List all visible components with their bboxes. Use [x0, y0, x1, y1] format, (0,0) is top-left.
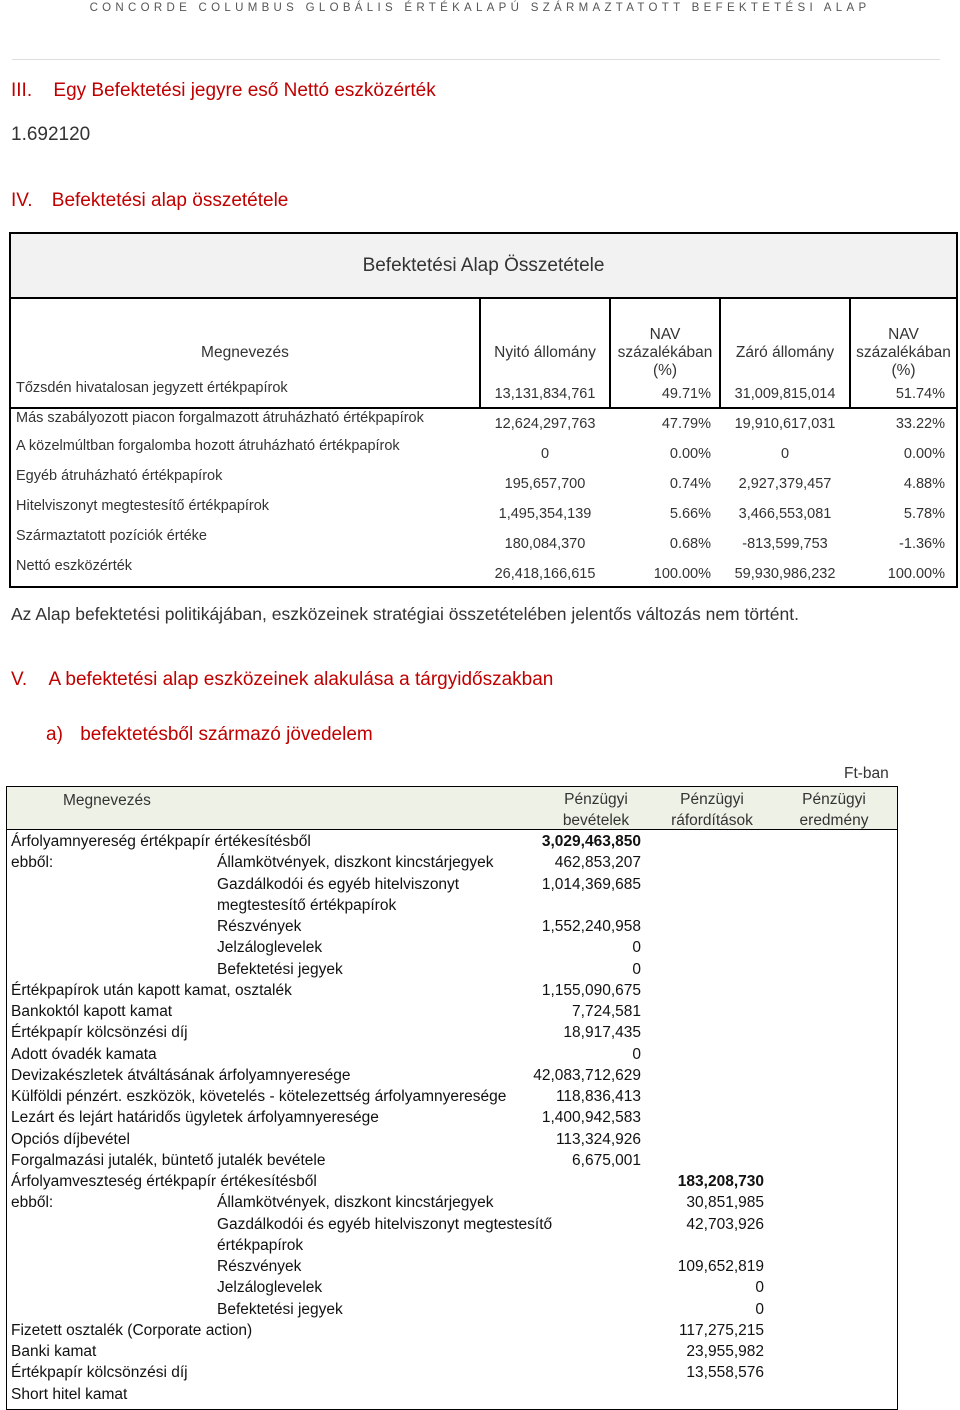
row-name: Más szabályozott piacon forgalmazott átruházható értékpapírok [16, 410, 424, 426]
income-row-sublabel [217, 831, 527, 852]
income-row-expense: 117,275,215 [678, 1322, 764, 1339]
income-row-label: ebből: [11, 1194, 54, 1211]
income-row-revenue [520, 895, 641, 916]
income-row-sublabel: Gazdálkodói és egyéb hitelviszonyt megtestesítő [217, 1216, 553, 1233]
income-row-sublabel [217, 1065, 527, 1086]
section-4-title: Befektetési alap összetétele [51, 190, 289, 211]
income-col-result-line1: Pénzügyi [802, 791, 866, 808]
income-row-revenue: 7,724,581 [572, 1003, 641, 1020]
income-row-sublabel [217, 1107, 527, 1128]
section-3-heading [11, 80, 436, 102]
income-row-sublabel: Államkötvények, diszkont kincstárjegyek [217, 854, 494, 871]
income-row-label: Forgalmazási jutalék, büntető jutalék bevétele [11, 1152, 326, 1169]
income-row-expense: 0 [755, 1301, 764, 1318]
income-row-revenue [520, 1320, 641, 1341]
section-4-number: IV. [11, 190, 33, 211]
income-row-label: Banki kamat [11, 1343, 97, 1360]
row-closing-value: 31,009,815,014 [734, 386, 836, 402]
income-row-revenue: 18,917,435 [563, 1024, 641, 1041]
income-col-revenue-line1: Pénzügyi [564, 791, 628, 808]
section-5-title: A befektetési alap eszközeinek alakulása a tárgyidőszakban [48, 669, 554, 690]
row-opening-pct: 47.79% [661, 416, 711, 432]
income-row-expense [650, 1235, 764, 1256]
col-header-opening: Nyitó állomány [481, 297, 611, 409]
row-name: Származtatott pozíciók értéke [16, 528, 207, 544]
header-divider [12, 59, 940, 60]
income-row-sublabel [217, 1086, 527, 1107]
row-closing-value: 19,910,617,031 [734, 416, 836, 432]
income-row-expense: 183,208,730 [677, 1173, 764, 1190]
row-opening-value: 26,418,166,615 [494, 566, 596, 582]
col-header-closing-pct: NAV százalékában (%) [856, 326, 951, 379]
income-col-expense-line1: Pénzügyi [680, 791, 744, 808]
income-row-expense: 42,703,926 [686, 1216, 764, 1233]
row-closing-value: 59,930,986,232 [734, 566, 836, 582]
income-col-result-line2: eredmény [799, 812, 869, 829]
income-row-revenue: 6,675,001 [572, 1152, 641, 1169]
income-row-expense [650, 916, 764, 937]
row-closing-pct: 33.22% [895, 416, 945, 432]
income-row-sublabel: értékpapírok [217, 1237, 304, 1254]
income-row-label: Opciós díjbevétel [11, 1131, 130, 1148]
row-opening-value: 1,495,354,139 [498, 506, 592, 522]
income-row-revenue [520, 1362, 641, 1383]
income-row-label: Külföldi pénzért. eszközök, követelés - kötelezettség árfolyamnyeresége [11, 1088, 507, 1105]
income-col-name: Megnevezés [63, 792, 151, 809]
income-row-revenue: 0 [632, 961, 641, 978]
row-closing-pct: 4.88% [903, 476, 945, 492]
income-row-revenue: 462,853,207 [554, 854, 641, 871]
section-4-heading [11, 190, 288, 212]
row-closing-pct: 0.00% [903, 446, 945, 462]
row-closing-pct: -1.36% [899, 536, 945, 552]
income-row-expense [650, 1384, 764, 1405]
income-row-sublabel [217, 1362, 527, 1383]
income-row-sublabel: Befektetési jegyek [217, 961, 343, 978]
income-row-sublabel [217, 1001, 527, 1022]
income-row-expense [650, 1129, 764, 1150]
income-row-revenue [520, 1235, 641, 1256]
income-row-expense [650, 874, 764, 895]
income-row-sublabel [217, 1341, 527, 1362]
income-col-result [779, 789, 889, 831]
income-col-revenue [541, 789, 651, 831]
policy-note: Az Alap befektetési politikájában, eszközeinek stratégiai összetételében jelentős változás nem történt. [11, 604, 799, 624]
income-row-expense: 30,851,985 [686, 1194, 764, 1211]
row-closing-pct: 5.78% [903, 506, 945, 522]
income-row-label: ebből: [11, 854, 54, 871]
row-opening-value: 12,624,297,763 [494, 416, 596, 432]
income-row-sublabel: Államkötvények, diszkont kincstárjegyek [217, 1194, 494, 1211]
row-closing-value: 3,466,553,081 [738, 506, 832, 522]
income-row-label: Lezárt és lejárt határidős ügyletek árfolyamnyeresége [11, 1109, 379, 1126]
income-row-sublabel: Befektetési jegyek [217, 1301, 343, 1318]
income-row-revenue [520, 1256, 641, 1277]
income-table-header [7, 787, 897, 830]
income-row-sublabel: Jelzáloglevelek [217, 1279, 323, 1296]
income-col-expense [657, 789, 767, 831]
income-row-label: Értékpapír kölcsönzési díj [11, 1024, 188, 1041]
income-row-sublabel: Részvények [217, 918, 302, 935]
subsection-a-heading [46, 724, 373, 746]
income-row-revenue: 1,400,942,583 [541, 1109, 641, 1126]
income-row-sublabel [217, 1320, 527, 1341]
row-opening-pct: 0.74% [669, 476, 711, 492]
income-row-sublabel [217, 1384, 527, 1405]
income-row-label: Értékpapírok után kapott kamat, osztalék [11, 982, 292, 999]
section-3-number: III. [11, 80, 33, 101]
row-opening-pct: 0.00% [669, 446, 711, 462]
income-row-revenue [520, 1299, 641, 1320]
income-row-label: Bankoktól kapott kamat [11, 1003, 173, 1020]
row-name: Nettó eszközérték [16, 558, 133, 574]
income-row-expense [650, 1001, 764, 1022]
row-closing-pct: 51.74% [895, 386, 945, 402]
income-row-revenue: 0 [632, 1046, 641, 1063]
income-row-sublabel [217, 1044, 527, 1065]
income-row-sublabel: Jelzáloglevelek [217, 939, 323, 956]
row-name: Tőzsdén hivatalosan jegyzett értékpapírok [16, 380, 288, 396]
income-row-expense [650, 1150, 764, 1171]
income-row-label: Adott óvadék kamata [11, 1046, 157, 1063]
income-row-expense: 0 [755, 1279, 764, 1296]
row-name: Egyéb átruházható értékpapírok [16, 468, 223, 484]
income-row-expense [650, 1086, 764, 1107]
income-col-expense-line2: ráfordítások [671, 812, 753, 829]
income-row-revenue [520, 1192, 641, 1213]
section-5-number: V. [11, 669, 28, 690]
income-row-revenue [520, 1171, 641, 1192]
row-opening-pct: 5.66% [669, 506, 711, 522]
income-row-sublabel [217, 1171, 527, 1192]
income-row-sublabel [217, 1150, 527, 1171]
document-header: CONCORDE COLUMBUS GLOBÁLIS ÉRTÉKALAPÚ SZÁRMAZTATOTT BEFEKTETÉSI ALAP [89, 2, 871, 14]
income-row-expense [650, 1065, 764, 1086]
income-row-sublabel: megtestesítő értékpapírok [217, 897, 397, 914]
income-col-revenue-line2: bevételek [562, 812, 630, 829]
subsection-a-title: befektetésből származó jövedelem [80, 724, 373, 745]
row-opening-pct: 100.00% [653, 566, 711, 582]
col-header-opening-pct: NAV százalékában (%) [611, 297, 721, 409]
income-row-revenue: 113,324,926 [555, 1131, 641, 1148]
income-row-expense: 109,652,819 [677, 1258, 764, 1275]
section-3-title: Egy Befektetési jegyre eső Nettó eszközérték [53, 80, 436, 101]
income-row-expense: 23,955,982 [686, 1343, 764, 1360]
income-row-sublabel [217, 1022, 527, 1043]
row-closing-value: 0 [780, 446, 790, 462]
income-row-label: Devizakészletek átváltásának árfolyamnyeresége [11, 1067, 351, 1084]
row-opening-pct: 0.68% [669, 536, 711, 552]
income-row-expense [650, 1107, 764, 1128]
income-row-revenue: 1,155,090,675 [541, 982, 641, 999]
income-row-revenue: 118,836,413 [555, 1088, 641, 1105]
income-row-expense [650, 980, 764, 1001]
row-name: A közelmúltban forgalomba hozott átruházható értékpapírok [16, 438, 400, 454]
col-header-name: Megnevezés [11, 297, 481, 409]
income-row-label: Árfolyamveszteség értékpapír értékesítésből [11, 1173, 317, 1190]
row-closing-value: 2,927,379,457 [738, 476, 832, 492]
income-row-expense [650, 1022, 764, 1043]
income-row-revenue: 1,014,369,685 [541, 876, 641, 893]
row-opening-value: 195,657,700 [504, 476, 586, 492]
row-opening-value: 0 [540, 446, 550, 462]
income-row-sublabel: Részvények [217, 1258, 302, 1275]
income-row-revenue [520, 1277, 641, 1298]
income-row-expense [650, 852, 764, 873]
row-opening-value: 13,131,834,761 [494, 386, 596, 402]
income-row-revenue [520, 1214, 641, 1235]
row-closing-pct: 100.00% [887, 566, 945, 582]
income-row-sublabel: Gazdálkodói és egyéb hitelviszonyt [217, 876, 460, 893]
row-closing-value: -813,599,753 [742, 536, 828, 552]
income-row-revenue [520, 1341, 641, 1362]
income-row-revenue: 42,083,712,629 [533, 1067, 641, 1084]
income-row-expense [650, 959, 764, 980]
composition-table-title: Befektetési Alap Összetétele [11, 234, 956, 299]
income-row-sublabel [217, 1129, 527, 1150]
income-row-label: Árfolyamnyereség értékpapír értékesítésből [11, 833, 311, 850]
unit-label: Ft-ban [844, 765, 889, 782]
income-row-revenue [520, 1384, 641, 1405]
subsection-a-number: a) [46, 724, 63, 745]
col-header-closing: Záró állomány [721, 297, 851, 409]
income-row-expense: 13,558,576 [686, 1364, 764, 1381]
row-name: Hitelviszonyt megtestesítő értékpapírok [16, 498, 270, 514]
composition-table [9, 232, 958, 588]
income-row-revenue: 0 [632, 939, 641, 956]
row-opening-pct: 49.71% [661, 386, 711, 402]
nav-per-unit-value: 1.692120 [11, 124, 91, 145]
income-row-expense [650, 1044, 764, 1065]
income-row-label: Short hitel kamat [11, 1386, 128, 1403]
section-5-heading [11, 669, 553, 691]
income-row-label: Fizetett osztalék (Corporate action) [11, 1322, 253, 1339]
income-row-revenue: 3,029,463,850 [541, 833, 641, 850]
income-row-revenue: 1,552,240,958 [541, 918, 641, 935]
income-row-expense [650, 937, 764, 958]
income-row-sublabel [217, 980, 527, 1001]
income-row-label: Értékpapír kölcsönzési díj [11, 1364, 188, 1381]
row-opening-value: 180,084,370 [504, 536, 586, 552]
income-row-expense [650, 831, 764, 852]
income-row-expense [650, 895, 764, 916]
